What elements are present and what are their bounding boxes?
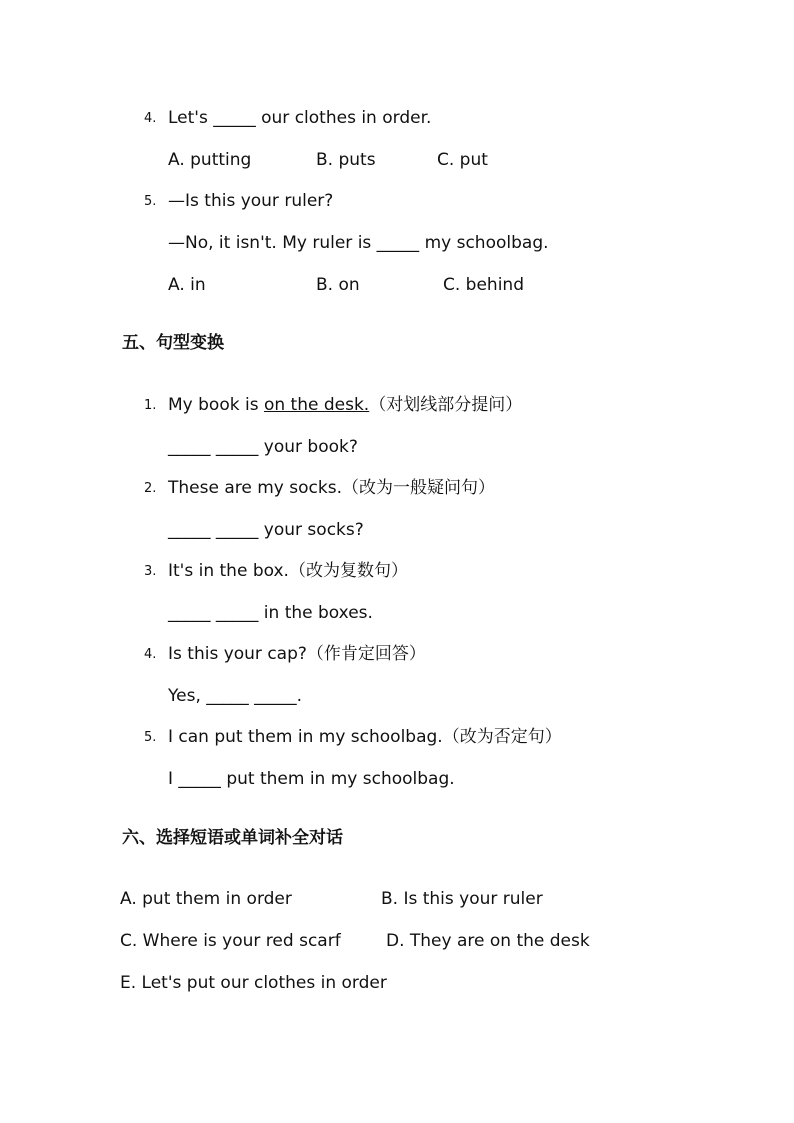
answer-line: _____ _____ in the boxes.	[168, 603, 373, 623]
item-number: 3.	[144, 564, 157, 579]
item-number: 1.	[144, 398, 157, 413]
item-number: 5.	[144, 730, 157, 745]
answer-line: I _____ put them in my schoolbag.	[168, 769, 455, 789]
item-text-before: My book is	[168, 395, 264, 415]
underlined-phrase: on the desk.	[263, 395, 370, 415]
section-heading: 五、句型变换	[122, 333, 224, 353]
option-c: C. put	[437, 150, 488, 170]
question-text-reply: —No, it isn't. My ruler is _____ my schoolbag.	[168, 233, 549, 253]
answer-line: _____ _____ your socks?	[168, 520, 364, 540]
question-text: —Is this your ruler?	[168, 191, 334, 211]
question-number: 5.	[144, 194, 157, 209]
choice-a: A. put them in order	[120, 889, 292, 909]
choice-c: C. Where is your red scarf	[120, 931, 341, 951]
option-b: B. puts	[316, 150, 376, 170]
question-text: Let's _____ our clothes in order.	[168, 108, 432, 128]
choice-e: E. Let's put our clothes in order	[120, 973, 387, 993]
item-text: I can put them in my schoolbag.（改为否定句）	[168, 727, 562, 747]
answer-line: Yes, _____ _____.	[168, 686, 303, 706]
item-text	[168, 394, 522, 416]
item-text: These are my socks.（改为一般疑问句）	[168, 478, 495, 498]
choice-b: B. Is this your ruler	[381, 889, 543, 909]
section-heading: 六、选择短语或单词补全对话	[122, 828, 343, 848]
item-number: 2.	[144, 481, 157, 496]
choice-d: D. They are on the desk	[386, 931, 590, 951]
option-a: A. in	[168, 275, 206, 295]
option-a: A. putting	[168, 150, 252, 170]
item-text: It's in the box.（改为复数句）	[168, 561, 408, 581]
option-b: B. on	[316, 275, 360, 295]
item-number: 4.	[144, 647, 157, 662]
item-text: Is this your cap?（作肯定回答）	[168, 644, 426, 664]
answer-line: _____ _____ your book?	[168, 437, 358, 457]
question-number: 4.	[144, 111, 157, 126]
item-note: （对划线部分提问）	[369, 395, 523, 415]
option-c: C. behind	[443, 275, 524, 295]
